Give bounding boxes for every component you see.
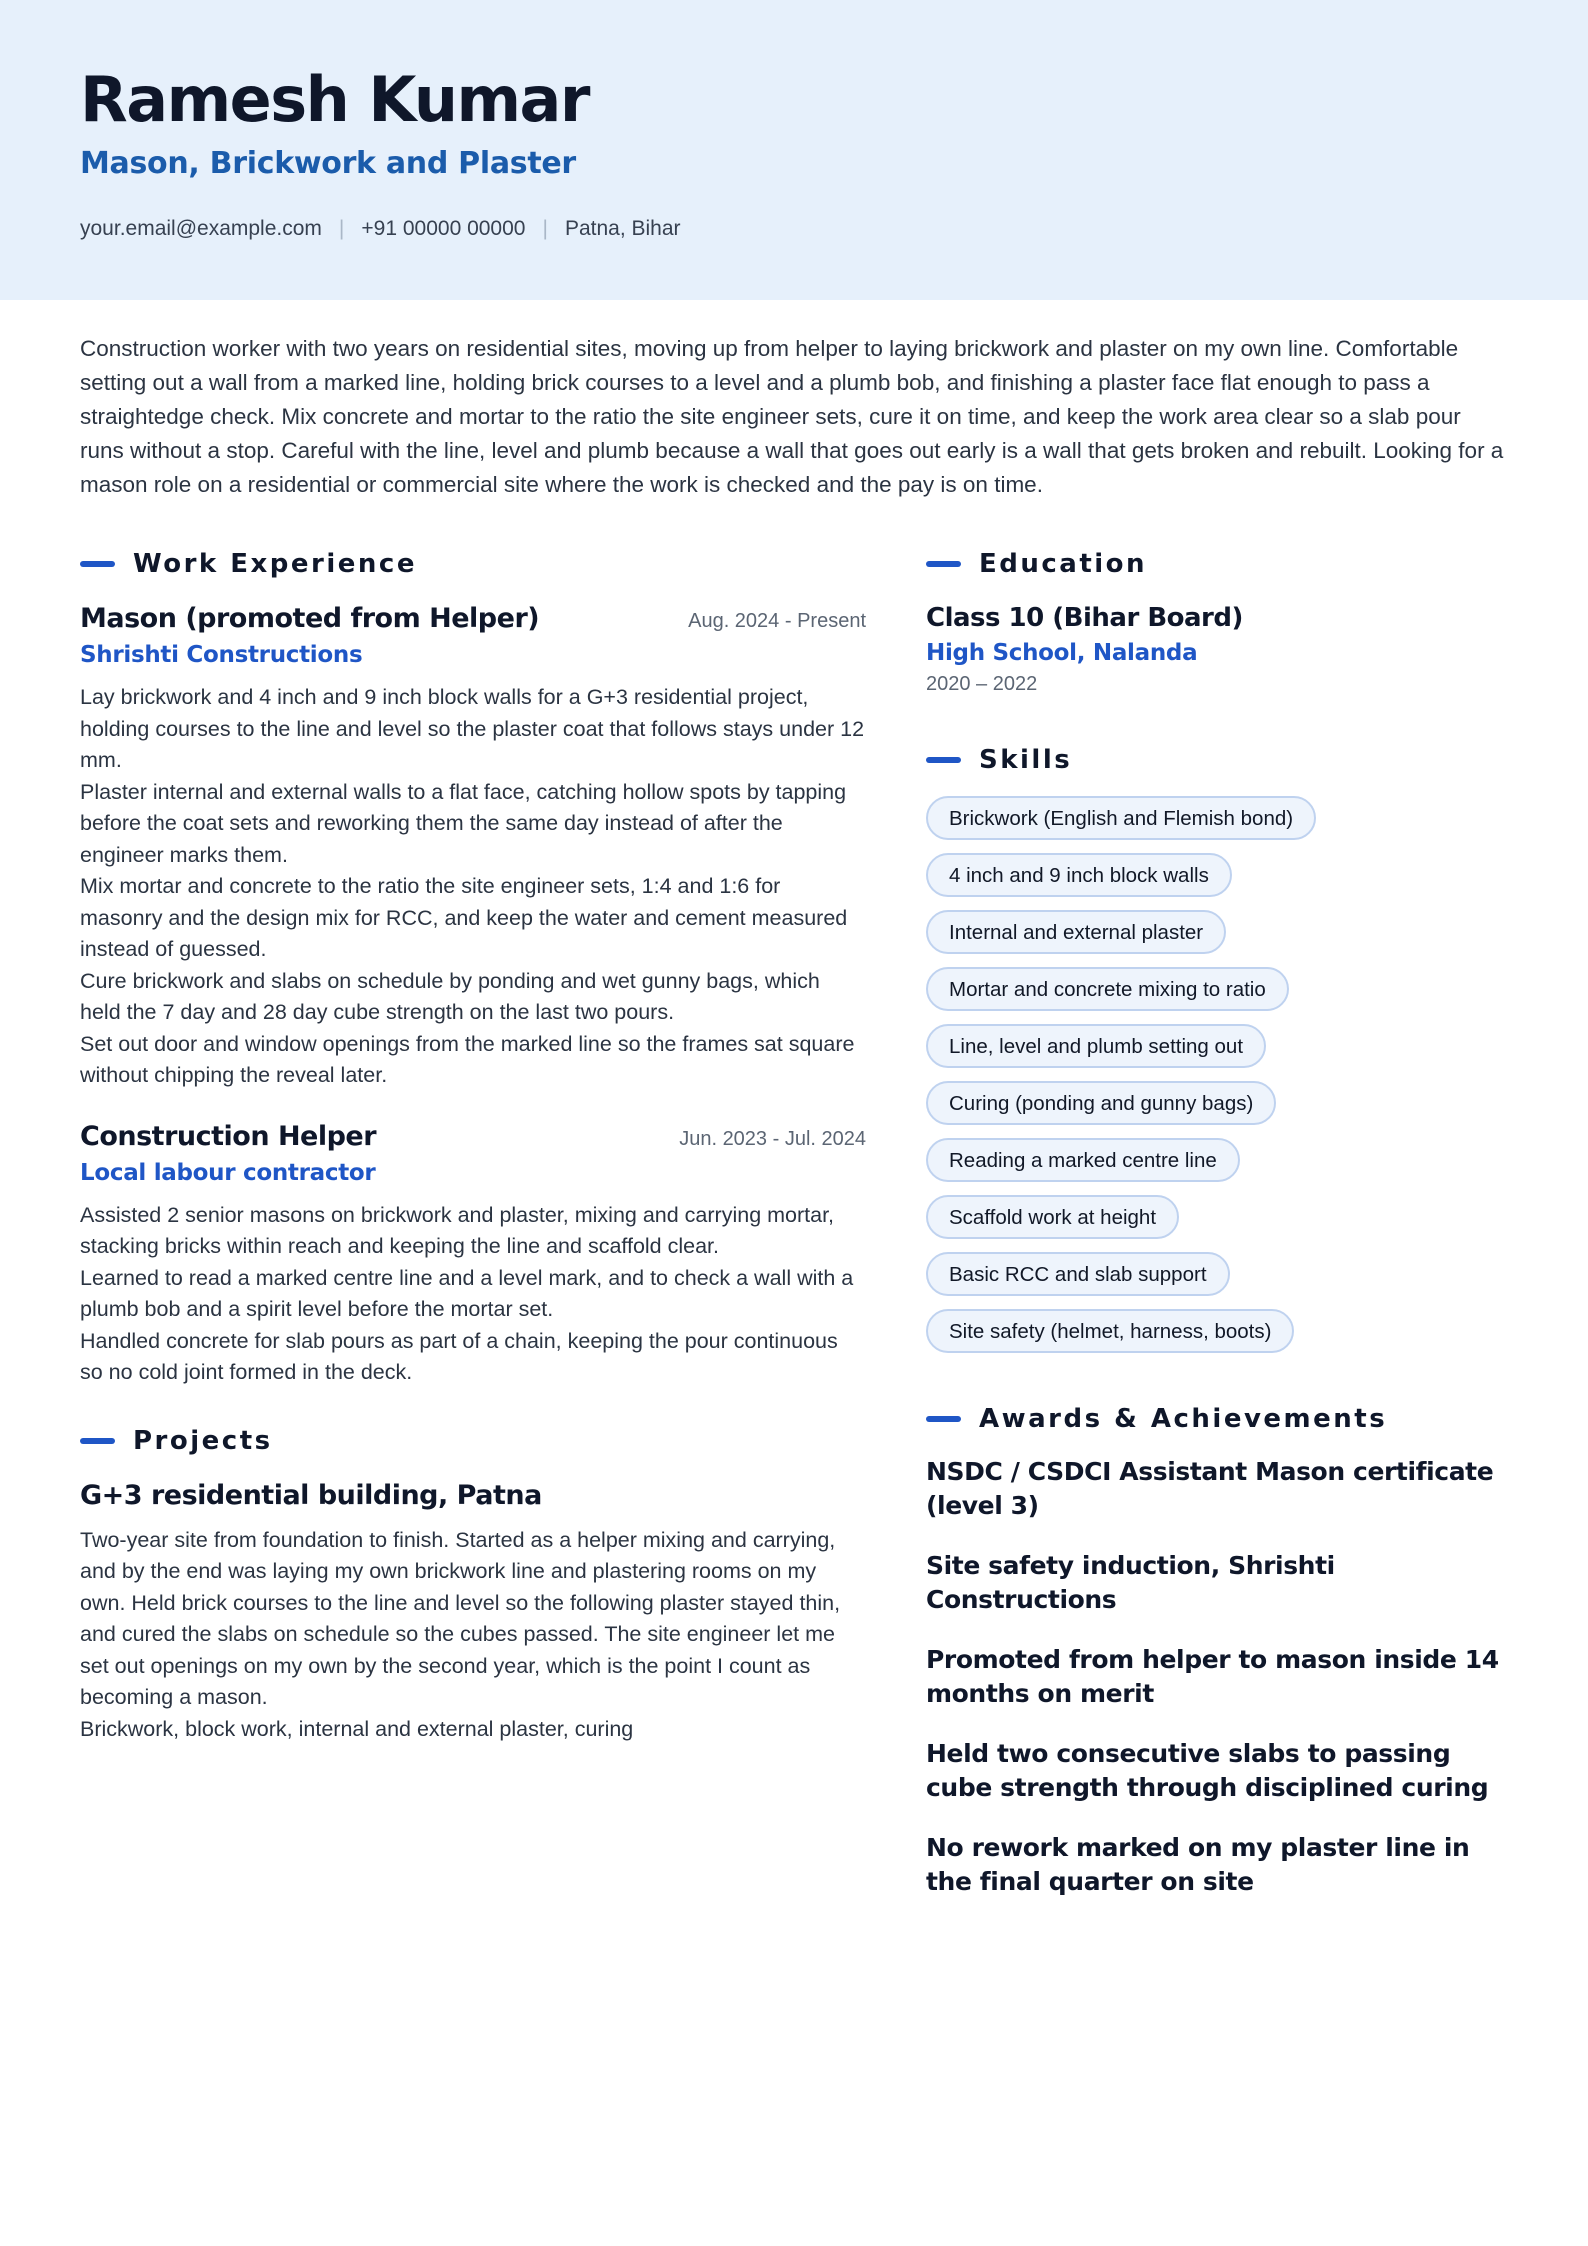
skills-list bbox=[926, 796, 1506, 1353]
job-bullet: Handled concrete for slab pours as part of a chain, keeping the pour continuous so no cold joint formed in the deck. bbox=[80, 1328, 838, 1384]
section-title-text: Projects bbox=[133, 1425, 273, 1456]
job-header bbox=[80, 600, 866, 638]
project-description: Two-year site from foundation to finish. Started as a helper mixing and carrying, and by the end was laying my own brickwork line and plastering rooms on my own. Held brick courses to the line and level so the following plaster stayed thin, and cured the slabs on schedule so the cubes passed. The site engineer let me set out openings on my own by the second year, which is the point I count as becoming a mason. bbox=[80, 1527, 841, 1709]
section-title-text: Education bbox=[979, 549, 1148, 579]
section-title-awards bbox=[926, 1401, 1506, 1437]
job-title: Construction Helper bbox=[80, 1120, 377, 1152]
section-title-projects bbox=[80, 1423, 866, 1459]
right-column bbox=[926, 546, 1506, 1925]
candidate-role: Mason, Brickwork and Plaster bbox=[80, 146, 576, 181]
job-entry bbox=[80, 1118, 866, 1389]
job-bullet: Cure brickwork and slabs on schedule by ponding and wet gunny bags, which held the 7 day and 28 day cube strength on the last two pours. bbox=[80, 968, 820, 1024]
skill-pill: Curing (ponding and gunny bags) bbox=[926, 1081, 1276, 1125]
section-title-work bbox=[80, 546, 866, 582]
section-title-text: Skills bbox=[979, 745, 1073, 775]
candidate-name: Ramesh Kumar bbox=[80, 63, 589, 136]
section-title-education bbox=[926, 546, 1506, 582]
job-bullet: Mix mortar and concrete to the ratio the site engineer sets, 1:4 and 1:6 for masonry and the design mix for RCC, and keep the water and cement measured instead of guessed. bbox=[80, 874, 848, 961]
resume-header bbox=[0, 0, 1588, 300]
job-bullet: Lay brickwork and 4 inch and 9 inch block walls for a G+3 residential project, holding courses to the line and level so the plaster coat that follows stays under 12 mm. bbox=[80, 685, 865, 772]
contact-line bbox=[80, 214, 1508, 244]
education-years: 2020 – 2022 bbox=[926, 673, 1038, 695]
skill-pill: Line, level and plumb setting out bbox=[926, 1024, 1266, 1068]
two-column-body bbox=[0, 546, 1588, 1925]
contact-separator: | bbox=[542, 217, 548, 240]
education-school: High School, Nalanda bbox=[926, 640, 1198, 666]
contact-location: Patna, Bihar bbox=[564, 217, 681, 240]
award-item: Promoted from helper to mason inside 14 months on merit bbox=[926, 1645, 1499, 1708]
job-bullet: Plaster internal and external walls to a flat face, catching hollow spots by tapping before the coat sets and reworking them the same day instead of after the engineer marks them. bbox=[80, 779, 847, 867]
project-title: G+3 residential building, Patna bbox=[80, 1479, 542, 1511]
section-title-skills bbox=[926, 742, 1506, 778]
award-item: Site safety induction, Shrishti Constructions bbox=[926, 1551, 1335, 1614]
section-accent-bar bbox=[926, 1416, 961, 1422]
project-tags: Brickwork, block work, internal and external plaster, curing bbox=[80, 1716, 634, 1741]
contact-email[interactable]: your.email@example.com bbox=[80, 217, 322, 240]
job-bullet: Assisted 2 senior masons on brickwork and plaster, mixing and carrying mortar, stacking bricks within reach and keeping the line and scaffold clear. bbox=[80, 1202, 835, 1258]
skill-pill: Reading a marked centre line bbox=[926, 1138, 1240, 1182]
skill-pill: Mortar and concrete mixing to ratio bbox=[926, 967, 1289, 1011]
job-organization: Shrishti Constructions bbox=[80, 642, 363, 668]
summary-paragraph: Construction worker with two years on residential sites, moving up from helper to laying brickwork and plaster on my own line. Comfortable setting out a wall from a marked line, holding brick courses to a level and a plumb bob, and finishing a plaster face flat enough to pass a straightedge check. Mix concrete and mortar to the ratio the site engineer sets, cure it on time, and keep the work area clear so a slab pour runs without a stop. Careful with the line, level and plumb because a wall that goes out early is a wall that gets broken and rebuilt. Looking for a mason role on a residential or commercial site where the work is checked and the pay is on time. bbox=[80, 336, 1504, 497]
left-column bbox=[80, 546, 866, 1925]
contact-phone[interactable]: +91 00000 00000 bbox=[361, 217, 526, 240]
section-accent-bar bbox=[80, 561, 115, 567]
job-bullet: Set out door and window openings from the marked line so the frames sat square without chipping the reveal later. bbox=[80, 1031, 855, 1087]
education-title: Class 10 (Bihar Board) bbox=[926, 603, 1243, 633]
award-item: No rework marked on my plaster line in the final quarter on site bbox=[926, 1833, 1470, 1896]
job-entry bbox=[80, 600, 866, 1092]
skill-pill: Basic RCC and slab support bbox=[926, 1252, 1230, 1296]
job-header bbox=[80, 1118, 866, 1156]
skill-pill: Internal and external plaster bbox=[926, 910, 1226, 954]
section-title-text: Awards & Achievements bbox=[979, 1404, 1388, 1434]
job-title: Mason (promoted from Helper) bbox=[80, 603, 540, 634]
job-organization: Local labour contractor bbox=[80, 1159, 376, 1186]
job-date: Aug. 2024 - Present bbox=[688, 610, 866, 632]
award-item: Held two consecutive slabs to passing cube strength through disciplined curing bbox=[926, 1739, 1489, 1802]
award-item: NSDC / CSDCI Assistant Mason certificate (level 3) bbox=[926, 1457, 1494, 1520]
job-date: Jun. 2023 - Jul. 2024 bbox=[679, 1127, 866, 1150]
section-accent-bar bbox=[926, 757, 961, 763]
skill-pill: Site safety (helmet, harness, boots) bbox=[926, 1309, 1294, 1353]
skill-pill: Scaffold work at height bbox=[926, 1195, 1179, 1239]
contact-separator: | bbox=[338, 217, 345, 240]
section-title-text: Work Experience bbox=[133, 549, 417, 579]
skill-pill: Brickwork (English and Flemish bond) bbox=[926, 796, 1316, 840]
skill-pill: 4 inch and 9 inch block walls bbox=[926, 853, 1232, 897]
section-accent-bar bbox=[926, 561, 961, 567]
job-bullet: Learned to read a marked centre line and a level mark, and to check a wall with a plumb bob and a spirit level before the mortar set. bbox=[80, 1265, 854, 1321]
section-accent-bar bbox=[80, 1438, 115, 1444]
